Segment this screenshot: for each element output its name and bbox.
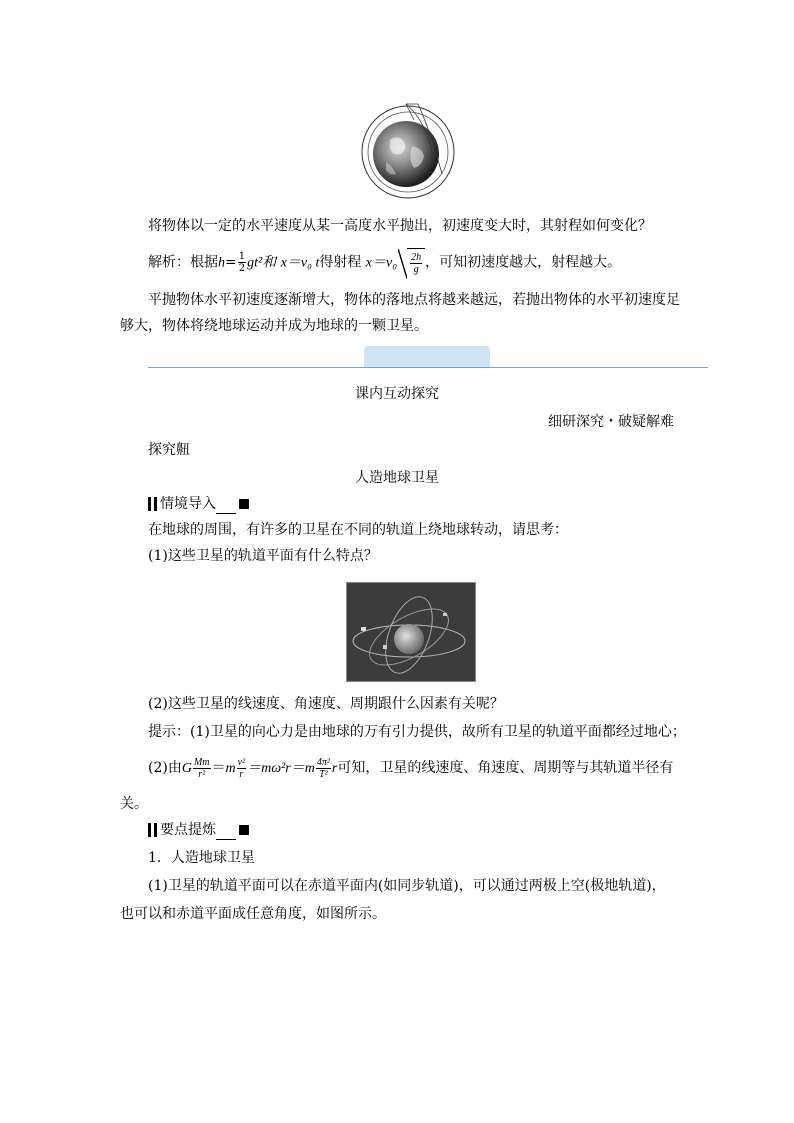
- analysis-suffix: ，可知初速度越大，射程越大。: [425, 254, 622, 271]
- analysis-prefix: 解析：根据: [148, 254, 218, 271]
- section-subtitle: 细研深究・破疑解难: [548, 414, 674, 430]
- topic-title: 人造地球卫星: [355, 470, 439, 486]
- scenario-header-label: 情境导入: [160, 496, 216, 512]
- hint2-frac2: $\frac{\text{v²}}{r}$: [237, 756, 246, 780]
- sqrt-expression: $\frac{2h}{g}$: [407, 248, 425, 277]
- hint2-r: r: [331, 761, 338, 776]
- hint2-suffix: 可知，卫星的线速度、角速度、周期等与其轨道半径有: [337, 760, 674, 776]
- hint2-frac1: $\frac{Mm}{\text{r²}}$: [193, 756, 210, 780]
- keypoints-header: [148, 820, 249, 840]
- hint2-G: G: [181, 761, 192, 776]
- hint2-frac3: $\frac{\text{4π²}}{\text{T²}}$: [316, 756, 330, 780]
- section-tab: [364, 346, 490, 368]
- eq1-eq: =: [225, 254, 237, 271]
- analysis-line: [148, 248, 621, 278]
- hint2-prefix: (2)由: [148, 760, 182, 776]
- underline: [216, 513, 236, 514]
- underline: [216, 839, 236, 840]
- hint2-m: m: [225, 761, 236, 776]
- bar-marker-icon: [154, 497, 157, 511]
- section-divider: [148, 367, 708, 368]
- keypoint-1-line: 也可以和赤道平面成任意角度，如图所示。: [120, 906, 386, 922]
- eq3-lhs: x＝v₀: [365, 255, 398, 271]
- bar-marker-icon: [154, 823, 157, 837]
- bar-marker-icon: [148, 823, 151, 837]
- hint-2-line-2: 关。: [120, 796, 148, 812]
- eq1-fraction: $\frac{1}{2}$: [238, 251, 246, 274]
- paragraph-line: 够大，物体将绕地球运动并成为地球的一颗卫星。: [120, 318, 428, 334]
- hint-1: 提示：(1)卫星的向心力是由地球的万有引力提供，故所有卫星的轨道平面都经过地心；: [148, 724, 686, 740]
- section-title: 课内互动探究: [355, 386, 439, 402]
- question-text: 将物体以一定的水平速度从某一高度水平抛出，初速度变大时，其射程如何变化？: [148, 218, 652, 234]
- satellite-orbits-image: [346, 582, 476, 682]
- scenario-header: [148, 494, 249, 514]
- bar-marker-icon: [148, 497, 151, 511]
- hint-2: [148, 754, 673, 783]
- eq2: x＝v₀ t: [280, 255, 320, 271]
- question-1: (1)这些卫星的轨道平面有什么特点？: [148, 548, 378, 564]
- keypoint-1-title: 1．人造地球卫星: [148, 850, 255, 866]
- hint2-mid: ＝mω²r＝m: [247, 761, 315, 776]
- analysis-mid: 得射程: [319, 254, 362, 271]
- square-marker-icon: [239, 825, 249, 835]
- eq1-rest: gt²和: [247, 255, 277, 271]
- eq1-h: h: [218, 255, 225, 271]
- question-2: (2)这些卫星的线速度、角速度、周期跟什么因素有关呢？: [148, 696, 504, 712]
- square-marker-icon: [239, 499, 249, 509]
- explore-label: 探究䶊: [148, 442, 190, 458]
- paragraph-line: 平抛物体水平初速度逐渐增大，物体的落地点将越来越远，若抛出物体的水平初速度足: [148, 292, 680, 308]
- scenario-intro: 在地球的周围，有许多的卫星在不同的轨道上绕地球转动，请思考：: [148, 522, 568, 538]
- earth-orbit-figure: [360, 100, 460, 200]
- hint2-eq: ＝: [211, 760, 226, 776]
- keypoint-1-line: (1)卫星的轨道平面可以在赤道平面内(如同步轨道)，可以通过两极上空(极地轨道)，: [148, 878, 666, 894]
- keypoints-header-label: 要点提炼: [160, 822, 216, 838]
